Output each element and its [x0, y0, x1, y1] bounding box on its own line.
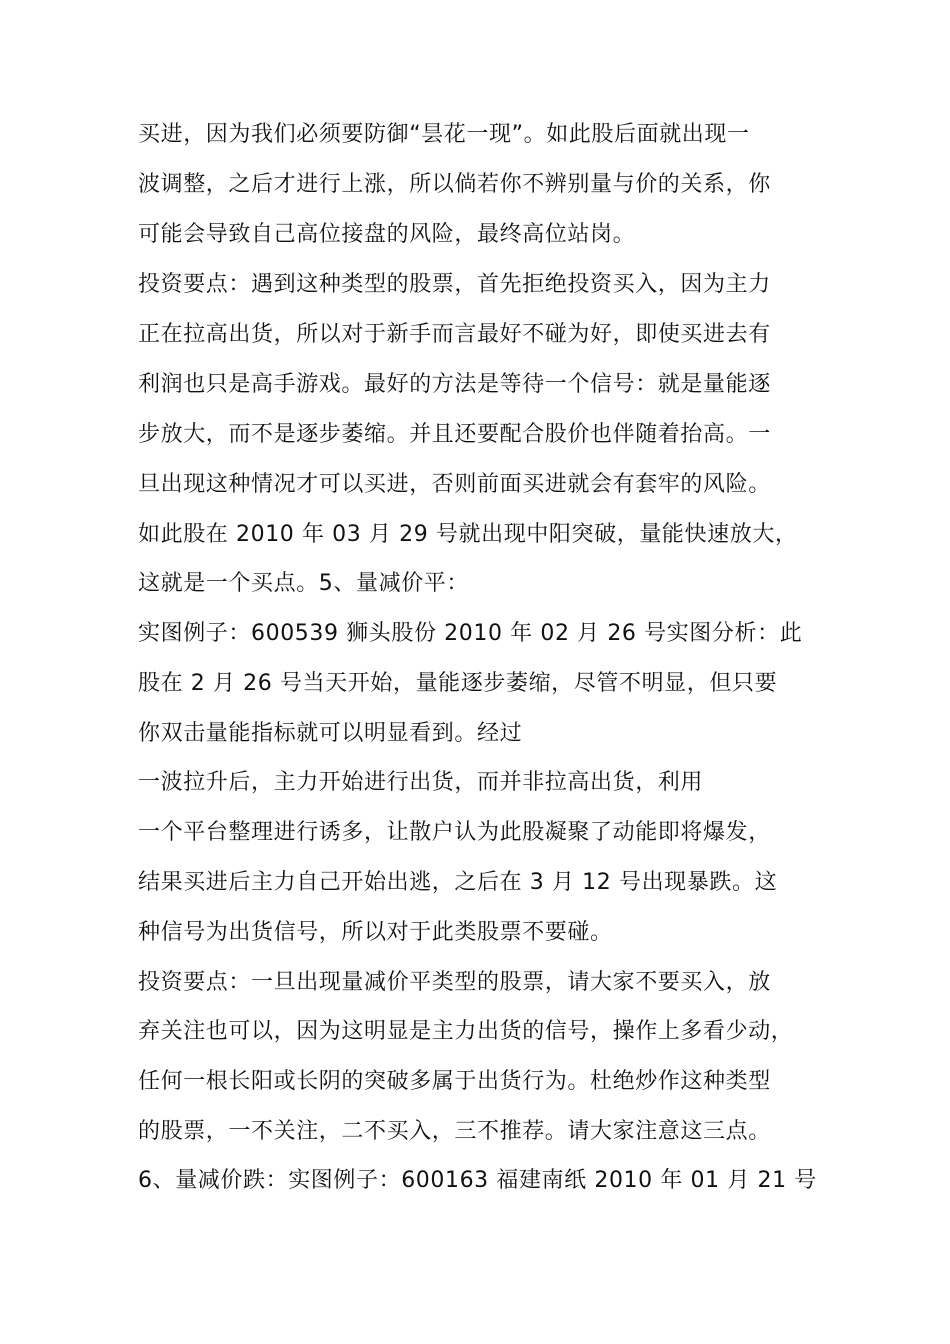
text-line: 买进，因为我们必须要防御“昙花一现”。如此股后面就出现一	[138, 122, 750, 147]
text-line: 利润也只是高手游戏。最好的方法是等待一个信号：就是量能逐	[138, 372, 771, 397]
text-line: 种信号为出货信号，所以对于此类股票不要碰。	[138, 920, 613, 945]
text-line: 结果买进后主力自己开始出逃，之后在 3 月 12 号出现暴跌。这	[138, 870, 778, 895]
text-line: 6、量减价跌：实图例子：600163 福建南纸 2010 年 01 月 21 号	[138, 1168, 817, 1193]
text-line: 旦出现这种情况才可以买进，否则前面买进就会有套牢的风险。	[138, 472, 771, 497]
text-line: 的股票，一不关注，二不买入，三不推荐。请大家注意这三点。	[138, 1119, 771, 1144]
text-line: 如此股在 2010 年 03 月 29 号就出现中阳突破，量能快速放大，	[138, 522, 798, 547]
text-line: 一个平台整理进行诱多，让散户认为此股凝聚了动能即将爆发，	[138, 820, 771, 845]
text-line: 可能会导致自己高位接盘的风险，最终高位站岗。	[138, 222, 636, 247]
text-line: 任何一根长阳或长阴的突破多属于出货行为。杜绝炒作这种类型	[138, 1069, 771, 1094]
text-line: 投资要点：一旦出现量减价平类型的股票，请大家不要买入，放	[138, 970, 771, 995]
text-line: 这就是一个买点。5、量减价平：	[138, 571, 469, 596]
text-line: 你双击量能指标就可以明显看到。经过	[138, 721, 523, 746]
text-line: 投资要点：遇到这种类型的股票，首先拒绝投资买入，因为主力	[138, 272, 771, 297]
text-line: 步放大，而不是逐步萎缩。并且还要配合股价也伴随着抬高。一	[138, 422, 771, 447]
text-line: 正在拉高出货，所以对于新手而言最好不碰为好，即使买进去有	[138, 322, 771, 347]
text-line: 股在 2 月 26 号当天开始，量能逐步萎缩，尽管不明显，但只要	[138, 671, 778, 696]
text-line: 波调整，之后才进行上涨，所以倘若你不辨别量与价的关系，你	[138, 172, 771, 197]
text-line: 一波拉升后，主力开始进行出货，而并非拉高出货，利用	[138, 770, 704, 795]
text-line: 弃关注也可以，因为这明显是主力出货的信号，操作上多看少动，	[138, 1019, 794, 1044]
text-line: 实图例子：600539 狮头股份 2010 年 02 月 26 号实图分析：此	[138, 621, 803, 646]
